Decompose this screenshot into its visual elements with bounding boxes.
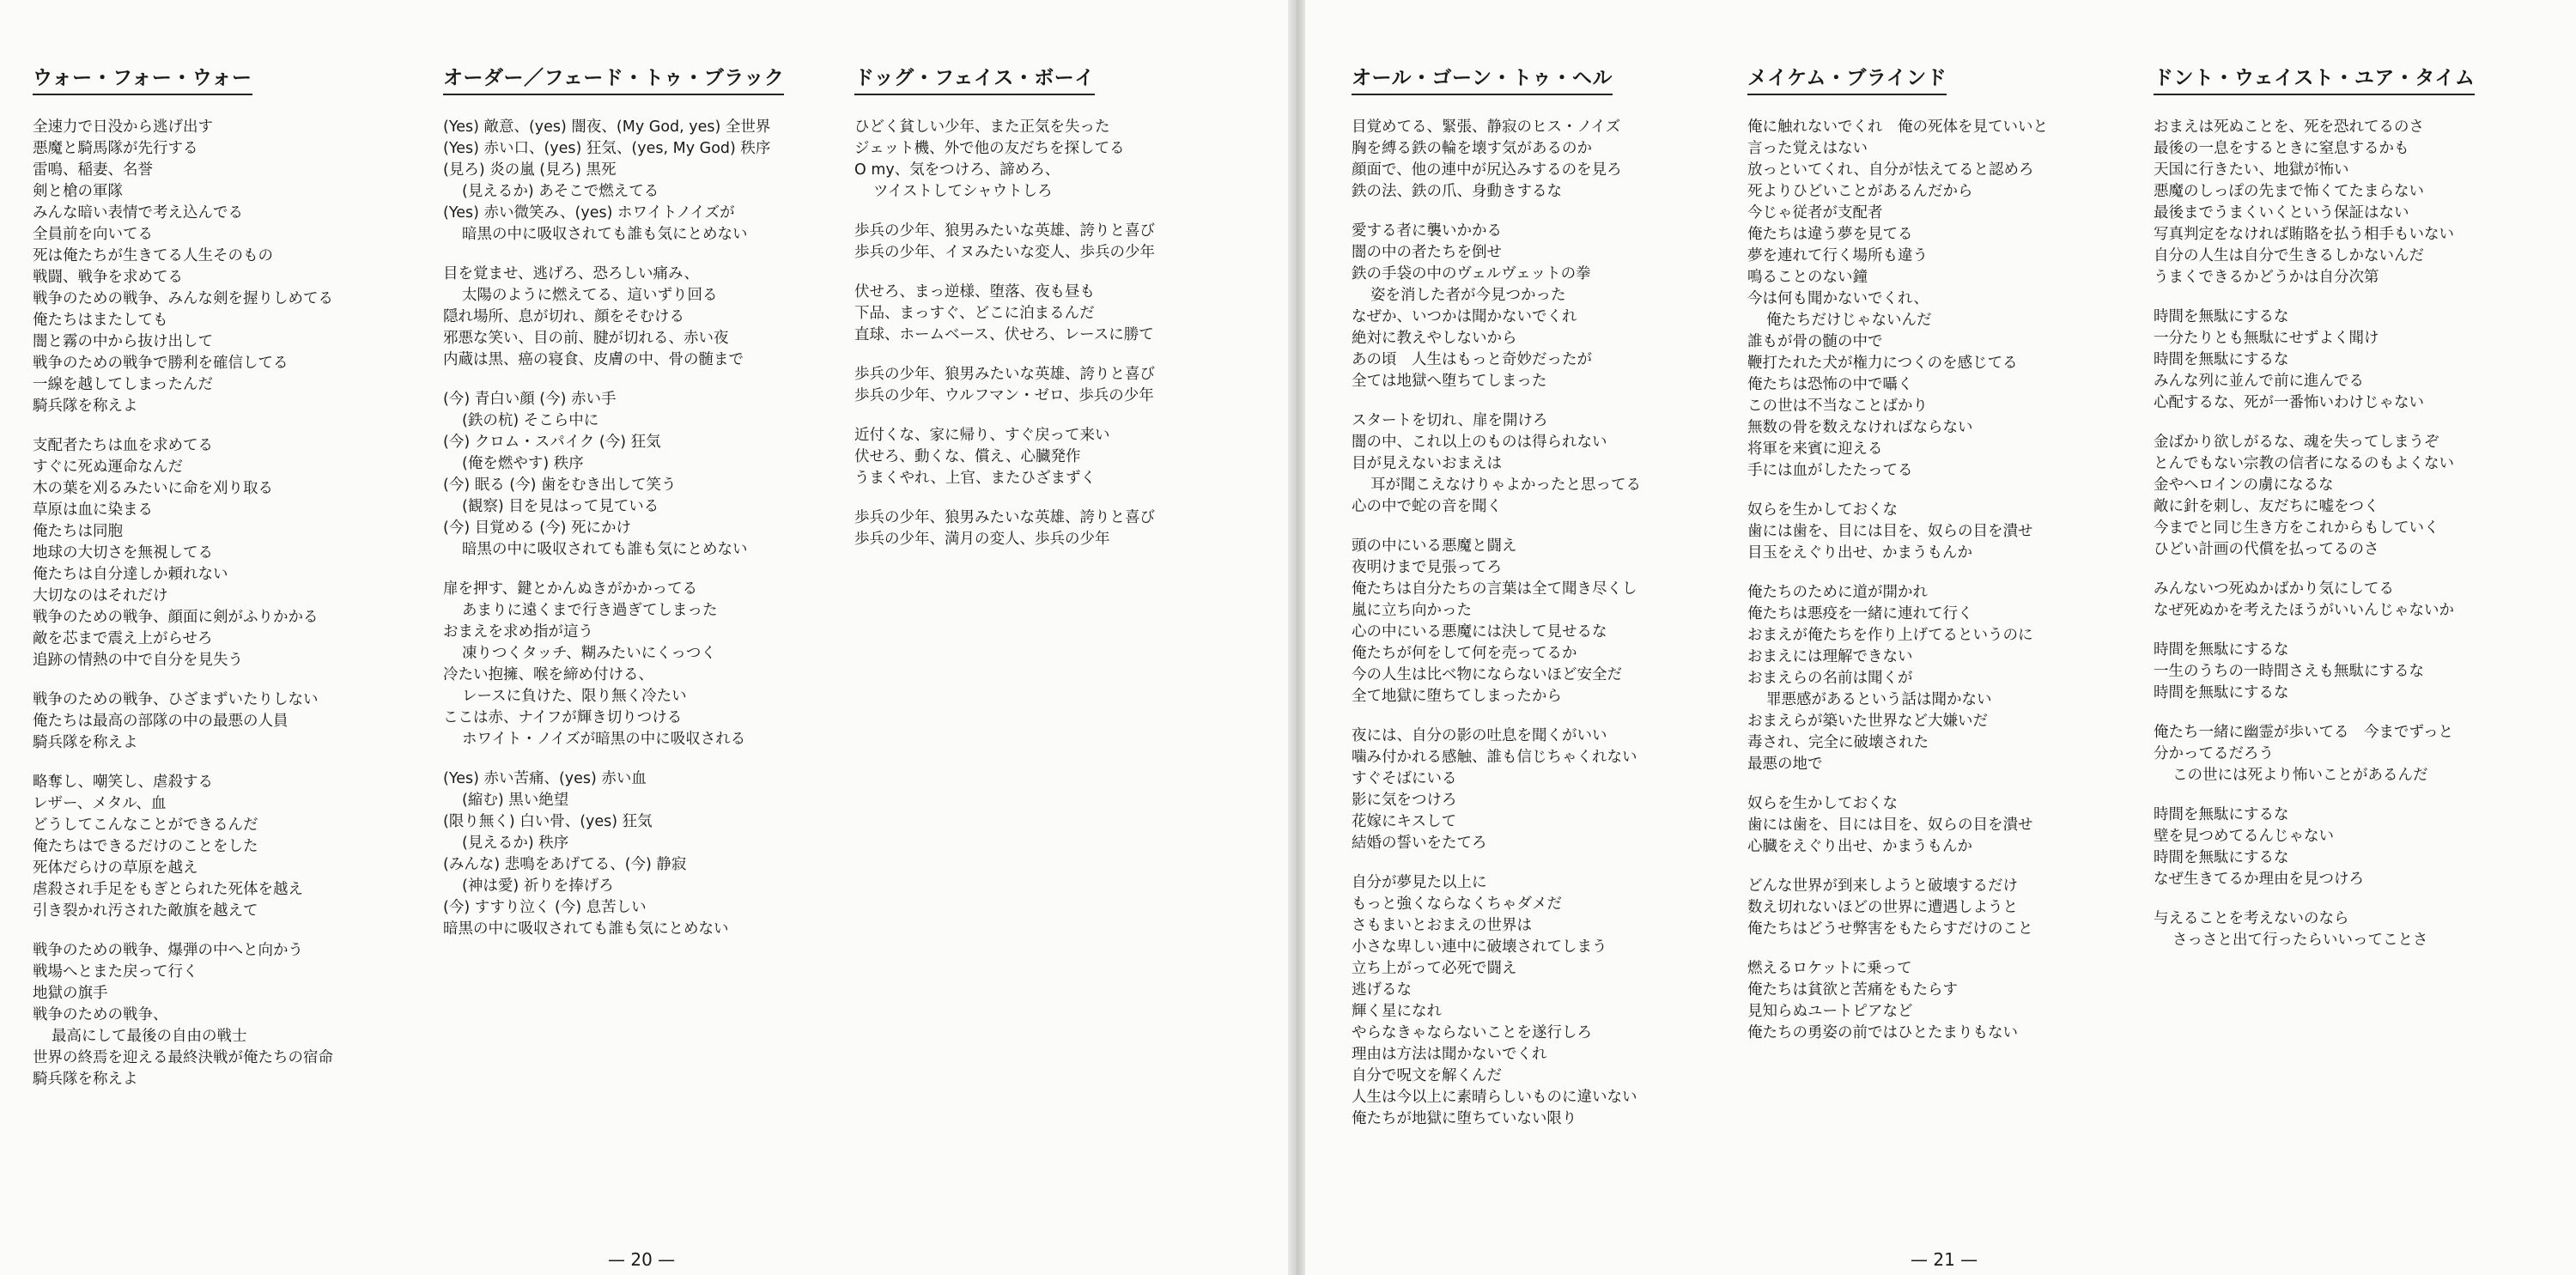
lyric-line: 時間を無駄にするな bbox=[2154, 684, 2289, 701]
lyric-stanza bbox=[443, 389, 838, 561]
lyric-stanza bbox=[2154, 432, 2549, 561]
lyric-line: 俺たちの勇姿の前ではひとたまりもない bbox=[1747, 1024, 2018, 1041]
lyric-line: ここは赤、ナイフが輝き切りつける bbox=[443, 709, 683, 726]
lyric-line: 放っといてくれ、自分が怯えてると認めろ bbox=[1747, 161, 2034, 179]
lyric-line: 冷たい抱擁、喉を締め付ける、 bbox=[443, 666, 653, 683]
lyric-line: すぐそばにいる bbox=[1352, 770, 1457, 787]
lyric-line: (Yes) 赤い口、(yes) 狂気、(yes, My God) 秩序 bbox=[443, 140, 771, 157]
lyric-line: 誰もが骨の髄の中で bbox=[1747, 333, 1883, 350]
lyric-line: 虐殺され手足をもぎとられた死体を越え bbox=[33, 881, 303, 898]
lyric-line: 歯には歯を、目には目を、奴らの目を潰せ bbox=[1747, 523, 2033, 540]
lyric-line: 心配するな、死が一番怖いわけじゃない bbox=[2154, 394, 2424, 411]
lyric-line: (観察) 目を見はって見ている bbox=[462, 498, 659, 515]
lyric-line: どんな世界が到来しようと破壊するだけ bbox=[1747, 877, 2018, 895]
lyric-line: この世は不当なことばかり bbox=[1747, 398, 1928, 415]
lyrics-column-dont-waste-your-time bbox=[2154, 62, 2549, 969]
lyric-stanza bbox=[2154, 804, 2549, 890]
lyric-stanza bbox=[854, 117, 1249, 203]
lyric-line: 心臓をえぐり出せ、かまうもんか bbox=[1747, 838, 1972, 855]
lyric-line: 壁を見つめてるんじゃない bbox=[2154, 828, 2334, 845]
lyric-line: ジェット機、外で他の友だちを探してる bbox=[854, 140, 1125, 157]
lyric-line: 影に気をつけろ bbox=[1352, 792, 1457, 809]
lyric-stanza bbox=[854, 364, 1249, 407]
lyric-line: 今は何も聞かないでくれ、 bbox=[1747, 290, 1929, 307]
lyric-line: 伏せろ、動くな、償え、心臓発作 bbox=[854, 448, 1081, 465]
lyric-line: 金ばかり欲しがるな、魂を失ってしまうぞ bbox=[2154, 434, 2439, 451]
lyric-stanza bbox=[443, 264, 838, 371]
lyric-stanza bbox=[1352, 726, 1747, 854]
lyric-line: 引き裂かれ汚された敵旗を越えて bbox=[33, 902, 258, 920]
lyric-line: 俺たちだけじゃないんだ bbox=[1766, 312, 1932, 329]
lyric-line: 時間を無駄にするな bbox=[2154, 849, 2289, 866]
lyric-line: (見えるか) 秩序 bbox=[462, 835, 569, 852]
lyric-line: 小さな卑しい連中に破壊されてしまう bbox=[1352, 938, 1607, 956]
lyric-line: 俺たちは違う夢を見てる bbox=[1747, 226, 1913, 243]
lyric-line: 一分たりとも無駄にせずよく聞け bbox=[2154, 330, 2379, 347]
lyric-line: 扉を押す、鍵とかんぬきがかかってる bbox=[443, 580, 698, 598]
lyric-line: 写真判定をなければ賄賂を払う相手もいない bbox=[2154, 226, 2454, 243]
lyric-line: 毒され、完全に破壊された bbox=[1747, 734, 1929, 751]
lyric-line: 戦闘、戦争を求めてる bbox=[33, 269, 183, 286]
lyric-line: あの頃 人生はもっと奇妙だったが bbox=[1352, 351, 1592, 368]
lyric-stanza bbox=[1747, 958, 2142, 1044]
lyric-line: 俺に触れないでくれ 俺の死体を見ていいと bbox=[1747, 118, 2048, 136]
lyric-line: 暗黒の中に吸収されても誰も気にとめない bbox=[443, 920, 729, 938]
lyric-line: 見知らぬユートピアなど bbox=[1747, 1003, 1913, 1020]
lyric-line: 闇の中、これ以上のものは得られない bbox=[1352, 434, 1607, 451]
lyrics-column-war-for-war bbox=[33, 62, 428, 1108]
lyric-line: 騎兵隊を称えよ bbox=[33, 734, 138, 751]
lyric-line: 歩兵の少年、ウルフマン・ゼロ、歩兵の少年 bbox=[854, 387, 1154, 404]
song-title: ドッグ・フェイス・ボーイ bbox=[854, 62, 1095, 95]
lyric-line: さもまいとおまえの世界は bbox=[1352, 917, 1532, 934]
lyric-line: 俺たち一緒に幽霊が歩いてる 今までずっと bbox=[2154, 724, 2453, 741]
lyric-line: (見ろ) 炎の嵐 (見ろ) 黒死 bbox=[443, 161, 617, 179]
lyric-line: (今) クロム・スパイク (今) 狂気 bbox=[443, 434, 661, 451]
lyric-line: この世には死より怖いことがあるんだ bbox=[2172, 767, 2428, 784]
lyric-stanza bbox=[1747, 117, 2142, 482]
lyric-line: 内蔵は黒、癌の寝食、皮膚の中、骨の髄まで bbox=[443, 351, 744, 368]
lyric-line: さっさと出て行ったらいいってことさ bbox=[2172, 932, 2428, 949]
lyric-line: 夢を連れて行く場所も違う bbox=[1747, 247, 1928, 264]
lyric-line: なぜ生きてるか理由を見つけろ bbox=[2154, 871, 2364, 888]
lyric-line: うまくできるかどうかは自分次第 bbox=[2154, 269, 2379, 286]
lyric-line: 死は俺たちが生きてる人生そのもの bbox=[33, 247, 273, 264]
lyric-line: 噛み付かれる感触、誰も信じちゃくれない bbox=[1352, 749, 1637, 766]
lyric-line: 将軍を来賓に迎える bbox=[1747, 440, 1883, 458]
lyric-line: 戦争のための戦争で勝利を確信してる bbox=[33, 355, 289, 372]
lyric-line: 胸を縛る鉄の輪を壊す気があるのか bbox=[1352, 140, 1592, 157]
lyric-stanza bbox=[33, 117, 428, 417]
lyric-line: 地獄の旗手 bbox=[33, 985, 108, 1002]
lyric-stanza bbox=[1352, 221, 1747, 392]
lyric-line: 悪魔と騎馬隊が先行する bbox=[33, 140, 198, 157]
lyric-line: 結婚の誓いをたてろ bbox=[1352, 835, 1487, 852]
lyric-line: 最高にして最後の自由の戦士 bbox=[52, 1028, 247, 1045]
lyric-line: 戦場へとまた戻って行く bbox=[33, 963, 198, 981]
lyric-line: (今) 眠る (今) 歯をむき出して笑う bbox=[443, 477, 677, 494]
lyric-line: 自分が夢見た以上に bbox=[1352, 874, 1487, 891]
lyric-line: 伏せろ、まっ逆様、堕落、夜も昼も bbox=[854, 283, 1095, 301]
lyric-line: 最後の一息をするときに窒息するかも bbox=[2154, 140, 2409, 157]
lyric-stanza bbox=[33, 940, 428, 1090]
lyric-line: 最後までうまくいくという保証はない bbox=[2154, 204, 2409, 222]
lyric-line: 愛する者に襲いかかる bbox=[1352, 222, 1502, 240]
song-title: ドント・ウェイスト・ユア・タイム bbox=[2154, 62, 2475, 95]
lyric-stanza bbox=[1747, 582, 2142, 775]
lyric-line: 戦争のための戦争、顔面に剣がふりかかる bbox=[33, 609, 319, 626]
lyrics-column-order-fade-to-black bbox=[443, 62, 838, 958]
lyric-line: (鉄の杭) そこら中に bbox=[462, 412, 599, 429]
lyric-line: 耳が聞こえなけりゃよかったと思ってる bbox=[1370, 477, 1641, 494]
lyric-line: みんないつ死ぬかばかり気にしてる bbox=[2154, 580, 2394, 598]
lyric-line: 花嫁にキスして bbox=[1352, 813, 1457, 830]
lyric-line: 無数の骨を数えなければならない bbox=[1747, 419, 1973, 436]
lyric-line: 木の葉を刈るみたいに命を刈り取る bbox=[33, 480, 273, 497]
lyric-stanza bbox=[854, 221, 1249, 264]
lyric-line: とんでもない宗教の信者になるのもよくない bbox=[2154, 455, 2454, 472]
lyric-line: 顔面で、他の連中が尻込みするのを見ろ bbox=[1352, 161, 1622, 179]
lyric-line: みんな列に並んで前に進んでる bbox=[2154, 373, 2364, 390]
lyric-stanza bbox=[1352, 536, 1747, 707]
lyric-line: すぐに死ぬ運命なんだ bbox=[33, 458, 183, 476]
lyric-line: おまえは死ぬことを、死を恐れてるのさ bbox=[2154, 118, 2424, 136]
lyric-line: レースに負けた、限り無く冷たい bbox=[462, 688, 687, 705]
lyric-line: 鳴ることのない鐘 bbox=[1747, 269, 1868, 286]
lyric-line: 戦争のための戦争、 bbox=[33, 1006, 168, 1023]
lyric-line: 時間を無駄にするな bbox=[2154, 308, 2289, 325]
lyric-line: 歩兵の少年、狼男みたいな英雄、誇りと喜び bbox=[854, 366, 1155, 383]
lyric-line: おまえには理解できない bbox=[1747, 648, 1913, 665]
lyric-line: 今の人生は比べ物にならないほど安全だ bbox=[1352, 666, 1622, 683]
lyric-line: 略奪し、嘲笑し、虐殺する bbox=[33, 774, 213, 791]
lyric-stanza bbox=[33, 689, 428, 754]
lyric-stanza bbox=[2154, 307, 2549, 414]
lyric-line: 全速力で日没から逃げ出す bbox=[33, 118, 213, 136]
lyric-line: 自分で呪文を解くんだ bbox=[1352, 1067, 1502, 1084]
lyric-line: 戦争のための戦争、爆弾の中へと向かう bbox=[33, 942, 303, 959]
lyric-line: 数え切れないほどの世界に遭遇しようと bbox=[1747, 899, 2018, 916]
lyric-line: もっと強くならなくちゃダメだ bbox=[1352, 896, 1562, 913]
lyric-line: 目が見えないおまえは bbox=[1352, 455, 1502, 472]
lyric-line: 金やヘロインの虜になるな bbox=[2154, 477, 2334, 494]
lyric-stanza bbox=[1747, 793, 2142, 858]
lyric-stanza bbox=[33, 772, 428, 922]
lyric-line: なぜ死ぬかを考えたほうがいいんじゃないか bbox=[2154, 602, 2454, 619]
lyric-line: (今) すすり泣く (今) 息苦しい bbox=[443, 899, 647, 916]
lyric-line: 頭の中にいる悪魔と闘え bbox=[1352, 537, 1517, 555]
song-title: オーダー／フェード・トゥ・ブラック bbox=[443, 62, 784, 95]
lyric-line: 俺たちは悪疫を一緒に連れて行く bbox=[1747, 605, 1973, 622]
lyric-line: おまえを求め指が這う bbox=[443, 623, 593, 641]
lyric-line: 戦争のための戦争、ひざまずいたりしない bbox=[33, 691, 319, 708]
lyric-line: 追跡の情熱の中で自分を見失う bbox=[33, 652, 243, 669]
lyric-stanza bbox=[2154, 117, 2549, 288]
lyric-line: おまえらの名前は聞くが bbox=[1747, 670, 1913, 687]
lyrics-column-make-em-blind bbox=[1747, 62, 2142, 1062]
lyric-line: 一生のうちの一時間さえも無駄にするな bbox=[2154, 663, 2424, 680]
lyric-line: おまえらが築いた世界など大嫌いだ bbox=[1747, 713, 1988, 730]
lyric-line: 俺たちは自分たちの言葉は全て聞き尽くし bbox=[1352, 580, 1637, 598]
lyric-stanza bbox=[2154, 579, 2549, 622]
lyric-line: 闇の中の者たちを倒せ bbox=[1352, 244, 1502, 261]
lyric-line: 支配者たちは血を求めてる bbox=[33, 437, 213, 454]
page-number-left: — 20 — bbox=[608, 1249, 676, 1270]
lyric-line: (Yes) 赤い苦痛、(yes) 赤い血 bbox=[443, 770, 647, 787]
lyric-line: 理由は方法は聞かないでくれ bbox=[1352, 1046, 1547, 1063]
lyric-line: (限り無く) 白い骨、(yes) 狂気 bbox=[443, 813, 653, 830]
lyric-line: 時間を無駄にするな bbox=[2154, 641, 2289, 659]
lyric-line: 雷鳴、稲妻、名誉 bbox=[33, 161, 153, 179]
lyric-line: 大切なのはそれだけ bbox=[33, 587, 168, 604]
lyric-line: 俺たちはできるだけのことをした bbox=[33, 838, 258, 855]
lyric-line: なぜか、いつかは聞かないでくれ bbox=[1352, 308, 1577, 325]
lyric-line: (今) 青白い顔 (今) 赤い手 bbox=[443, 391, 617, 408]
lyric-line: 嵐に立ち向かった bbox=[1352, 602, 1472, 619]
lyric-line: 姿を消した者が今見つかった bbox=[1370, 287, 1566, 304]
lyrics-column-dog-face-boy bbox=[854, 62, 1249, 568]
lyric-line: 地球の大切さを無視してる bbox=[33, 544, 213, 562]
lyric-stanza bbox=[443, 117, 838, 246]
lyric-stanza bbox=[443, 768, 838, 940]
lyric-line: (今) 目覚める (今) 死にかけ bbox=[443, 519, 631, 537]
lyric-line: 凍りつくタッチ、糊みたいにくっつく bbox=[462, 645, 716, 662]
lyric-line: 自分の人生は自分で生きるしかないんだ bbox=[2154, 247, 2424, 264]
lyric-line: 歩兵の少年、狼男みたいな英雄、誇りと喜び bbox=[854, 509, 1155, 526]
lyric-line: うまくやれ、上官、またひざまずく bbox=[854, 470, 1097, 487]
lyric-line: 悪魔のしっぽの先まで怖くてたまらない bbox=[2154, 183, 2424, 200]
lyric-line: 目玉をえぐり出せ、かまうもんか bbox=[1747, 544, 1972, 562]
lyric-line: 今じゃ従者が支配者 bbox=[1747, 204, 1883, 222]
lyric-line: 心の中で蛇の音を聞く bbox=[1352, 498, 1502, 515]
lyric-line: 逃げるな bbox=[1352, 981, 1412, 999]
book-gutter bbox=[1288, 0, 1305, 1275]
lyric-stanza bbox=[2154, 908, 2549, 951]
lyric-stanza bbox=[854, 425, 1249, 489]
lyric-line: 邪悪な笑い、目の前、腱が切れる、赤い夜 bbox=[443, 330, 729, 347]
lyric-stanza bbox=[1352, 872, 1747, 1130]
lyric-line: 天国に行きたい、地獄が怖い bbox=[2154, 161, 2349, 179]
lyric-line: 戦争のための戦争、みんな剣を握りしめてる bbox=[33, 290, 333, 307]
lyric-line: 太陽のように燃えてる、這いずり回る bbox=[462, 287, 718, 304]
lyric-line: (俺を燃やす) 秩序 bbox=[462, 455, 584, 472]
lyric-line: 俺たちは自分達しか頼れない bbox=[33, 566, 228, 583]
lyric-line: (みんな) 悲鳴をあげてる、(今) 静寂 bbox=[443, 856, 687, 873]
lyric-line: (Yes) 赤い微笑み、(yes) ホワイトノイズが bbox=[443, 204, 735, 222]
lyric-line: 人生は今以上に素晴らしいものに違いない bbox=[1352, 1089, 1637, 1106]
lyric-stanza bbox=[443, 579, 838, 750]
lyric-line: どうしてこんなことができるんだ bbox=[33, 817, 258, 834]
lyric-line: おまえが俺たちを作り上げてるというのに bbox=[1747, 627, 2033, 644]
lyric-line: 目を覚ませ、逃げろ、恐ろしい痛み、 bbox=[443, 265, 700, 282]
lyric-stanza bbox=[854, 282, 1249, 346]
lyric-stanza bbox=[1747, 500, 2142, 564]
lyric-line: 今までと同じ生き方をこれからもしていく bbox=[2154, 519, 2439, 537]
lyric-line: みんな暗い表情で考え込んでる bbox=[33, 204, 243, 222]
lyric-line: 俺たちのために道が開かれ bbox=[1747, 584, 1928, 601]
lyric-line: 死よりひどいことがあるんだから bbox=[1747, 183, 1973, 200]
song-title: オール・ゴーン・トゥ・ヘル bbox=[1352, 62, 1613, 95]
lyric-line: 下品、まっすぐ、どこに泊まるんだ bbox=[854, 305, 1095, 322]
lyric-line: スタートを切れ、扉を開けろ bbox=[1352, 412, 1548, 429]
lyric-line: 燃えるロケットに乗って bbox=[1747, 960, 1912, 977]
lyric-line: ツイストしてシャウトしろ bbox=[873, 183, 1053, 200]
lyrics-column-all-gone-to-hell bbox=[1352, 62, 1747, 1148]
lyric-line: 鉄の手袋の中のヴェルヴェットの拳 bbox=[1352, 265, 1591, 282]
lyric-line: (縮む) 黒い絶望 bbox=[462, 792, 569, 809]
lyric-line: 近付くな、家に帰り、すぐ戻って来い bbox=[854, 427, 1110, 444]
lyric-line: 全員前を向いてる bbox=[33, 226, 153, 243]
lyric-stanza bbox=[854, 507, 1249, 550]
lyric-line: 奴らを生かしておくな bbox=[1747, 795, 1898, 812]
lyric-line: ホワイト・ノイズが暗黒の中に吸収される bbox=[462, 731, 746, 748]
lyric-line: (見えるか) あそこで燃えてる bbox=[462, 183, 659, 200]
lyric-line: 全て地獄に堕ちてしまったから bbox=[1352, 688, 1562, 705]
lyric-line: 輝く星になれ bbox=[1352, 1003, 1442, 1020]
lyric-line: 俺たちは貧欲と苦痛をもたらす bbox=[1747, 981, 1958, 999]
lyric-line: 俺たちが地獄に堕ちていない限り bbox=[1352, 1110, 1577, 1127]
lyric-line: やらなきゃならないことを遂行しろ bbox=[1352, 1024, 1592, 1041]
lyric-line: 時間を無駄にするな bbox=[2154, 806, 2289, 823]
lyric-stanza bbox=[1747, 876, 2142, 940]
lyric-line: 剣と槍の軍隊 bbox=[33, 183, 123, 200]
lyric-line: 全ては地獄へ堕ちてしまった bbox=[1352, 373, 1547, 390]
lyric-stanza bbox=[33, 435, 428, 671]
lyric-line: 夜明けまで見張ってろ bbox=[1352, 559, 1502, 576]
lyric-line: 草原は血に染まる bbox=[33, 501, 153, 519]
lyric-stanza bbox=[2154, 640, 2549, 704]
lyric-line: 言った覚えはない bbox=[1747, 140, 1868, 157]
lyric-line: 立ち上がって必死で闘え bbox=[1352, 960, 1517, 977]
lyric-line: ひどい計画の代償を払ってるのさ bbox=[2154, 541, 2379, 558]
page-right bbox=[1305, 0, 2576, 1275]
lyric-stanza bbox=[2154, 722, 2549, 786]
lyric-line: 暗黒の中に吸収されても誰も気にとめない bbox=[462, 226, 748, 243]
song-title: メイケム・ブラインド bbox=[1747, 62, 1947, 95]
lyric-line: レザー、メタル、血 bbox=[33, 795, 167, 812]
lyric-line: 心の中にいる悪魔には決して見せるな bbox=[1352, 623, 1607, 641]
lyric-line: 俺たちは同胞 bbox=[33, 523, 123, 540]
lyric-line: 一線を越してしまったんだ bbox=[33, 376, 213, 393]
lyric-line: 騎兵隊を称えよ bbox=[33, 1071, 138, 1088]
lyric-line: 直球、ホームベース、伏せろ、レースに勝て bbox=[854, 326, 1154, 343]
lyric-line: あまりに遠くまで行き過ぎてしまった bbox=[462, 602, 718, 619]
lyric-line: 暗黒の中に吸収されても誰も気にとめない bbox=[462, 541, 748, 558]
lyric-line: 歯には歯を、目には目を、奴らの目を潰せ bbox=[1747, 817, 2033, 834]
lyric-line: 死体だらけの草原を越え bbox=[33, 859, 198, 877]
lyric-line: 隠れ場所、息が切れ、顔をそむける bbox=[443, 308, 685, 325]
lyric-line: 世界の終焉を迎える最終決戦が俺たちの宿命 bbox=[33, 1049, 333, 1066]
lyric-line: 俺たちはどうせ弊害をもたらすだけのこと bbox=[1747, 920, 2033, 938]
lyric-line: 騎兵隊を称えよ bbox=[33, 398, 138, 415]
lyric-line: 俺たちは恐怖の中で囁く bbox=[1747, 376, 1913, 393]
lyric-line: 歩兵の少年、満月の変人、歩兵の少年 bbox=[854, 531, 1110, 548]
lyric-line: 俺たちが何をして何を売ってるか bbox=[1352, 645, 1577, 662]
lyric-line: (神は愛) 祈りを捧げろ bbox=[462, 877, 614, 895]
lyric-line: 奴らを生かしておくな bbox=[1747, 501, 1898, 519]
lyric-line: 時間を無駄にするな bbox=[2154, 351, 2289, 368]
lyric-stanza bbox=[1352, 117, 1747, 203]
lyric-line: 歩兵の少年、イヌみたいな変人、歩兵の少年 bbox=[854, 244, 1155, 261]
lyric-line: O my、気をつけろ、諦めろ、 bbox=[854, 161, 1060, 179]
lyric-line: 闇と霧の中から抜け出して bbox=[33, 333, 213, 350]
lyric-line: 俺たちはまたしても bbox=[33, 312, 168, 329]
lyric-line: 夜には、自分の影の吐息を聞くがいい bbox=[1352, 727, 1607, 744]
lyric-line: 目覚めてる、緊張、静寂のヒス・ノイズ bbox=[1352, 118, 1621, 136]
lyric-line: 絶対に教えやしないから bbox=[1352, 330, 1517, 347]
lyric-line: 罪悪感があるという話は聞かない bbox=[1766, 691, 1992, 708]
song-title: ウォー・フォー・ウォー bbox=[33, 62, 252, 95]
lyric-line: 鞭打たれた犬が権力につくのを感じてる bbox=[1747, 355, 2018, 372]
lyric-line: 最悪の地で bbox=[1747, 756, 1823, 773]
lyric-line: 俺たちは最高の部隊の中の最悪の人員 bbox=[33, 713, 289, 730]
lyric-stanza bbox=[1352, 410, 1747, 518]
lyric-line: (Yes) 敵意、(yes) 闇夜、(My God, yes) 全世界 bbox=[443, 118, 771, 136]
lyric-line: 分かってるだろう bbox=[2154, 745, 2274, 762]
page-number-right: — 21 — bbox=[1911, 1249, 1978, 1270]
lyric-line: 手には血がしたたってる bbox=[1747, 462, 1913, 479]
lyric-line: 敵を芯まで震え上がらせろ bbox=[33, 630, 213, 647]
lyric-line: 歩兵の少年、狼男みたいな英雄、誇りと喜び bbox=[854, 222, 1155, 240]
lyric-line: 与えることを考えないのなら bbox=[2154, 910, 2349, 927]
lyric-line: 鉄の法、鉄の爪、身動きするな bbox=[1352, 183, 1562, 200]
lyric-line: 敵に針を刺し、友だちに嘘をつく bbox=[2154, 498, 2379, 515]
lyric-line: ひどく貧しい少年、また正気を失った bbox=[854, 118, 1110, 136]
